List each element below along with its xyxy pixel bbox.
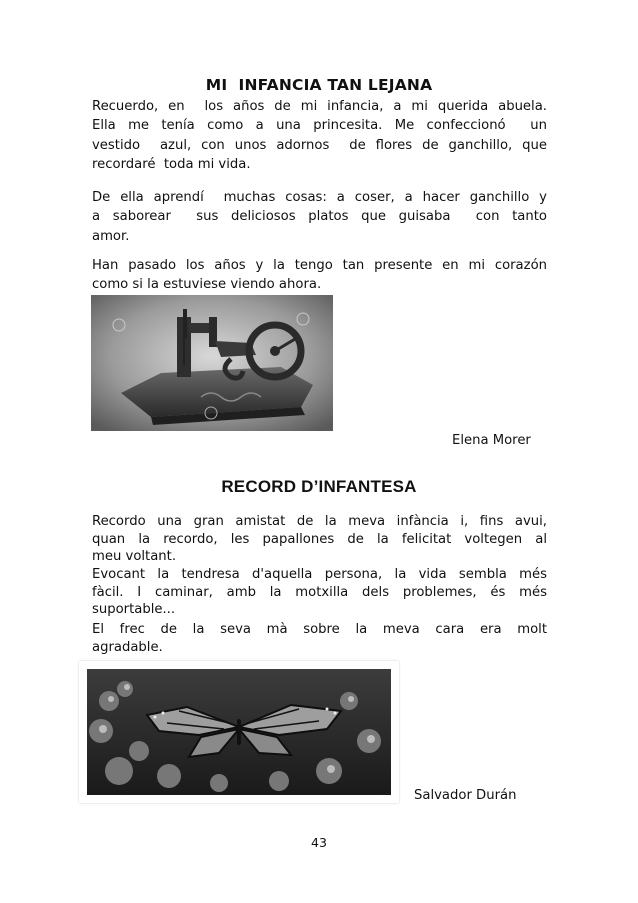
paragraph-aprendi: [92, 188, 547, 246]
text-line: agradable.: [92, 639, 163, 655]
page-number: 43: [311, 835, 327, 850]
text-line: vestido azul, con unos adornos de flores de ganchillo, que: [92, 137, 547, 153]
butterfly-photo: [79, 661, 399, 803]
text-line: a saborear sus deliciosos platos que guisaba con tanto: [92, 209, 547, 225]
paragraph-recordo: [92, 513, 547, 566]
text-line: quan la recordo, les papallones de la felicitat voltegen al: [92, 531, 547, 547]
author-elena: Elena Morer: [452, 433, 531, 448]
text-line: Han pasado los años y la tengo tan presente en mi corazón: [92, 258, 547, 273]
paragraph-evocant: [92, 566, 547, 619]
text-line: El frec de la seva mà sobre la meva cara era molt: [92, 622, 547, 637]
text-line: De ella aprendí muchas cosas: a coser, a hacer ganchillo y: [92, 190, 547, 205]
paragraph-el-frec: [92, 621, 547, 656]
title-mi-infancia: MI INFANCIA TAN LEJANA: [205, 76, 433, 94]
text-line: como si la estuviese viendo ahora.: [92, 277, 322, 293]
text-line: amor.: [92, 228, 130, 244]
text-line: fàcil. I caminar, amb la motxilla dels problemes, és més: [92, 584, 547, 600]
sewing-machine-photo: [91, 295, 333, 431]
title-record-infantesa: RECORD D’INFANTESA: [221, 477, 417, 496]
paragraph-han-pasado: [92, 256, 547, 295]
text-line: Recuerdo, en los años de mi infancia, a mi querida abuela.: [92, 99, 547, 114]
text-line: recordaré toda mi vida.: [92, 156, 251, 172]
text-line: Ella me tenía como a una princesita. Me confeccionó un: [92, 118, 547, 134]
text-line: meu voltant.: [92, 549, 177, 565]
text-line: suportable...: [92, 602, 176, 618]
paragraph-recuerdo: [92, 97, 547, 174]
text-line: Evocant la tendresa d'aquella persona, la vida sembla més: [92, 567, 547, 582]
text-line: Recordo una gran amistat de la meva infància i, fins avui,: [92, 514, 547, 529]
author-salvador: Salvador Durán: [414, 788, 517, 803]
